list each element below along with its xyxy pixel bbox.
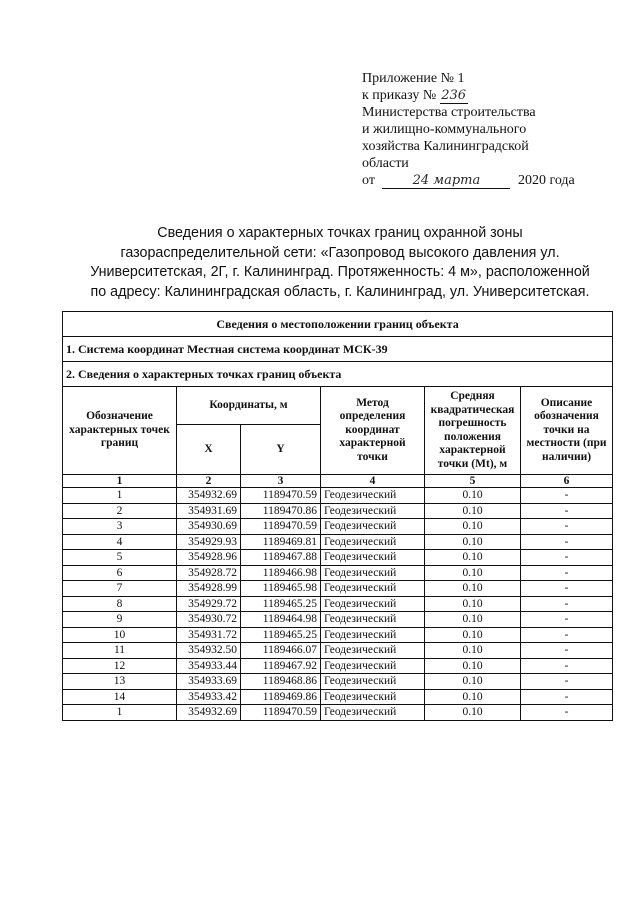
cell-method: Геодезический bbox=[321, 519, 425, 535]
cell-point: 14 bbox=[63, 689, 177, 705]
order-number: 236 bbox=[441, 88, 467, 103]
cell-y: 1189467.88 bbox=[241, 550, 321, 566]
header-description: Описание обозначения точки на местности (при наличии) bbox=[521, 387, 613, 475]
cell-y: 1189465.25 bbox=[241, 596, 321, 612]
cell-description: - bbox=[521, 534, 613, 550]
column-number: 2 bbox=[177, 475, 241, 488]
table-row bbox=[63, 658, 613, 674]
cell-error: 0.10 bbox=[425, 581, 521, 597]
header-designation: Обозначение характерных точек границ bbox=[63, 387, 177, 475]
table-row bbox=[63, 596, 613, 612]
cell-y: 1189466.07 bbox=[241, 643, 321, 659]
coordinate-system-row: 1. Система координат Местная система координат МСК-39 bbox=[63, 337, 613, 362]
column-number: 5 bbox=[425, 475, 521, 488]
cell-error: 0.10 bbox=[425, 565, 521, 581]
cell-description: - bbox=[521, 519, 613, 535]
cell-x: 354932.69 bbox=[177, 705, 241, 721]
title-line-1: Сведения о характерных точках границ охранной зоны bbox=[157, 225, 523, 241]
cell-method: Геодезический bbox=[321, 596, 425, 612]
cell-description: - bbox=[521, 689, 613, 705]
header-error: Средняя квадратическая погрешность положения характерной точки (Mt), м bbox=[425, 387, 521, 475]
cell-y: 1189467.92 bbox=[241, 658, 321, 674]
cell-description: - bbox=[521, 565, 613, 581]
cell-description: - bbox=[521, 503, 613, 519]
section-header: Сведения о местоположении границ объекта bbox=[63, 312, 613, 337]
cell-point: 11 bbox=[63, 643, 177, 659]
title-line-4: по адресу: Калининградская область, г. Калининград, ул. Университетская. bbox=[90, 283, 590, 300]
column-number: 6 bbox=[521, 475, 613, 488]
cell-description: - bbox=[521, 627, 613, 643]
cell-description: - bbox=[521, 658, 613, 674]
order-prefix: к приказу № bbox=[362, 88, 437, 103]
cell-method: Геодезический bbox=[321, 674, 425, 690]
ministry-line-4: области bbox=[362, 156, 409, 171]
order-line bbox=[362, 87, 612, 104]
cell-point: 13 bbox=[63, 674, 177, 690]
cell-x: 354931.72 bbox=[177, 627, 241, 643]
cell-point: 7 bbox=[63, 581, 177, 597]
cell-x: 354928.96 bbox=[177, 550, 241, 566]
cell-error: 0.10 bbox=[425, 550, 521, 566]
cell-description: - bbox=[521, 705, 613, 721]
cell-point: 10 bbox=[63, 627, 177, 643]
cell-error: 0.10 bbox=[425, 488, 521, 504]
cell-method: Геодезический bbox=[321, 627, 425, 643]
cell-method: Геодезический bbox=[321, 612, 425, 628]
cell-x: 354932.69 bbox=[177, 488, 241, 504]
cell-point: 4 bbox=[63, 534, 177, 550]
cell-method: Геодезический bbox=[321, 550, 425, 566]
appendix-title: Приложение № 1 bbox=[362, 71, 465, 86]
cell-y: 1189470.59 bbox=[241, 705, 321, 721]
cell-point: 8 bbox=[63, 596, 177, 612]
column-number-row bbox=[63, 475, 613, 488]
cell-y: 1189470.59 bbox=[241, 488, 321, 504]
cell-point: 1 bbox=[63, 488, 177, 504]
cell-y: 1189466.98 bbox=[241, 565, 321, 581]
table-row bbox=[63, 534, 613, 550]
column-number: 1 bbox=[63, 475, 177, 488]
cell-description: - bbox=[521, 581, 613, 597]
table-row bbox=[63, 565, 613, 581]
cell-error: 0.10 bbox=[425, 705, 521, 721]
header-y: Y bbox=[241, 425, 321, 475]
cell-error: 0.10 bbox=[425, 612, 521, 628]
table-row bbox=[63, 689, 613, 705]
table-row bbox=[63, 550, 613, 566]
table-row bbox=[63, 503, 613, 519]
cell-method: Геодезический bbox=[321, 705, 425, 721]
cell-error: 0.10 bbox=[425, 534, 521, 550]
date-line bbox=[362, 172, 612, 189]
cell-x: 354929.72 bbox=[177, 596, 241, 612]
table-row bbox=[63, 519, 613, 535]
cell-x: 354929.93 bbox=[177, 534, 241, 550]
ministry-line-3: хозяйства Калининградской bbox=[362, 139, 529, 154]
cell-point: 12 bbox=[63, 658, 177, 674]
cell-method: Геодезический bbox=[321, 503, 425, 519]
cell-error: 0.10 bbox=[425, 503, 521, 519]
cell-description: - bbox=[521, 596, 613, 612]
title-line-3: Университетская, 2Г, г. Калининград. Протяженность: 4 м», расположенной bbox=[90, 264, 590, 280]
cell-method: Геодезический bbox=[321, 581, 425, 597]
cell-method: Геодезический bbox=[321, 658, 425, 674]
cell-method: Геодезический bbox=[321, 565, 425, 581]
cell-y: 1189469.86 bbox=[241, 689, 321, 705]
header-x: X bbox=[177, 425, 241, 475]
cell-point: 5 bbox=[63, 550, 177, 566]
table-row bbox=[63, 674, 613, 690]
order-date: 24 марта bbox=[382, 174, 510, 189]
cell-method: Геодезический bbox=[321, 534, 425, 550]
cell-description: - bbox=[521, 550, 613, 566]
cell-method: Геодезический bbox=[321, 643, 425, 659]
cell-point: 9 bbox=[63, 612, 177, 628]
cell-point: 1 bbox=[63, 705, 177, 721]
header-coordinates: Координаты, м bbox=[177, 387, 321, 425]
table-row bbox=[63, 627, 613, 643]
cell-description: - bbox=[521, 488, 613, 504]
cell-point: 3 bbox=[63, 519, 177, 535]
cell-x: 354930.69 bbox=[177, 519, 241, 535]
cell-point: 2 bbox=[63, 503, 177, 519]
cell-point: 6 bbox=[63, 565, 177, 581]
cell-y: 1189470.59 bbox=[241, 519, 321, 535]
cell-y: 1189468.86 bbox=[241, 674, 321, 690]
cell-y: 1189464.98 bbox=[241, 612, 321, 628]
cell-error: 0.10 bbox=[425, 674, 521, 690]
cell-x: 354928.99 bbox=[177, 581, 241, 597]
cell-method: Геодезический bbox=[321, 488, 425, 504]
cell-method: Геодезический bbox=[321, 689, 425, 705]
ministry-line-1: Министерства строительства bbox=[362, 105, 536, 120]
table-row bbox=[63, 612, 613, 628]
cell-error: 0.10 bbox=[425, 596, 521, 612]
date-suffix: 2020 года bbox=[517, 173, 575, 188]
points-section-header: 2. Сведения о характерных точках границ объекта bbox=[63, 362, 613, 387]
column-number: 4 bbox=[321, 475, 425, 488]
cell-y: 1189469.81 bbox=[241, 534, 321, 550]
cell-description: - bbox=[521, 674, 613, 690]
table-row bbox=[63, 581, 613, 597]
document-title bbox=[70, 224, 610, 302]
cell-x: 354928.72 bbox=[177, 565, 241, 581]
cell-description: - bbox=[521, 643, 613, 659]
cell-description: - bbox=[521, 612, 613, 628]
table-row bbox=[63, 488, 613, 504]
header-method: Метод определения координат характерной точки bbox=[321, 387, 425, 475]
table-row bbox=[63, 705, 613, 721]
cell-x: 354930.72 bbox=[177, 612, 241, 628]
cell-x: 354933.42 bbox=[177, 689, 241, 705]
cell-error: 0.10 bbox=[425, 689, 521, 705]
cell-x: 354933.69 bbox=[177, 674, 241, 690]
cell-error: 0.10 bbox=[425, 658, 521, 674]
cell-y: 1189465.25 bbox=[241, 627, 321, 643]
cell-x: 354932.50 bbox=[177, 643, 241, 659]
column-number: 3 bbox=[241, 475, 321, 488]
cell-error: 0.10 bbox=[425, 643, 521, 659]
table-row bbox=[63, 643, 613, 659]
cell-y: 1189465.98 bbox=[241, 581, 321, 597]
appendix-block bbox=[362, 70, 612, 189]
boundary-points-table bbox=[62, 311, 613, 721]
cell-y: 1189470.86 bbox=[241, 503, 321, 519]
cell-error: 0.10 bbox=[425, 627, 521, 643]
cell-error: 0.10 bbox=[425, 519, 521, 535]
title-line-2: газораспределительной сети: «Газопровод высокого давления ул. bbox=[120, 244, 560, 261]
cell-x: 354931.69 bbox=[177, 503, 241, 519]
cell-x: 354933.44 bbox=[177, 658, 241, 674]
ministry-line-2: и жилищно-коммунального bbox=[362, 122, 527, 137]
date-prefix: от bbox=[362, 173, 375, 188]
